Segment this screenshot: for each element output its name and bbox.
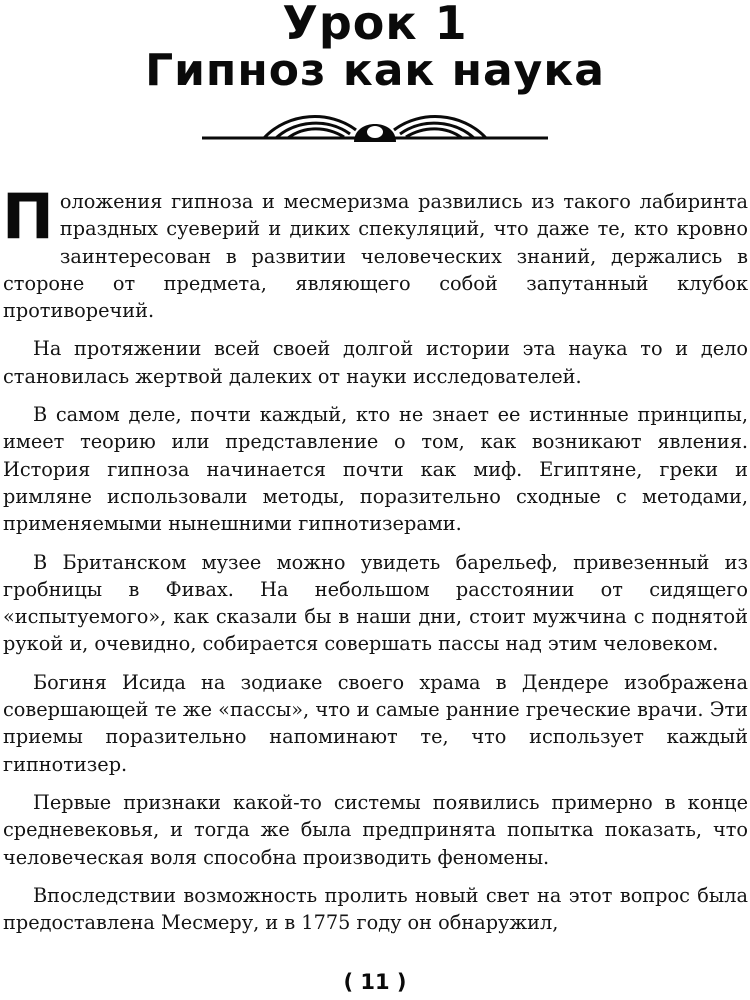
lesson-number: Урок 1 bbox=[282, 0, 468, 50]
ornament-divider-icon bbox=[202, 106, 548, 150]
body-text bbox=[2, 180, 748, 947]
page-number: ( 11 ) bbox=[343, 970, 407, 994]
paragraph-1 bbox=[2, 180, 748, 324]
paragraph-1-text: оложения гипноза и месмеризма развились из такого лабиринта праздных суеверий и диких спекуляций, что даже те, кто кровно заинтересован в развитии человеческих знаний, держались в стороне от предмета, являющего собой запутанный клубок противоречий. bbox=[3, 190, 748, 323]
lesson-title: Гипноз как наука bbox=[145, 45, 605, 96]
paragraph-7: Впоследствии возможность пролить новый свет на этот вопрос была предоставлена Месмеру, и в 1775 году он обнаружил, bbox=[3, 883, 748, 935]
paragraph-5: Богиня Исида на зодиаке своего храма в Дендере изображена совершающей те же «пассы», что и самые ранние греческие врачи. Эти приемы поразительно напоминают те, что использует каждый гипнотизер. bbox=[3, 670, 748, 776]
paragraph-2: На протяжении всей своей долгой истории эта наука то и дело становилась жертвой далеких от науки исследователей. bbox=[3, 337, 748, 388]
paragraph-4: В Британском музее можно увидеть барельеф, привезенный из гробницы в Фивах. На небольшом расстоянии от сидящего «испытуемого», как сказали бы в наши дни, стоит мужчина с поднятой рукой и, очевидно, собирается совершать пассы над этим человеком. bbox=[3, 550, 748, 656]
paragraph-3: В самом деле, почти каждый, кто не знает ее истинные принципы, имеет теорию или представление о том, как возникают явления. История гипноза начинается почти как миф. Египтяне, греки и римляне использовали методы, поразительно сходные с методами, применяемыми нынешними гипнотизерами. bbox=[3, 403, 748, 536]
drop-cap: П bbox=[2, 180, 54, 253]
paragraph-6: Первые признаки какой-то системы появились примерно в конце средневековья, и тогда же была предпринята попытка показать, что человеческая воля способна производить феномены. bbox=[3, 790, 748, 869]
